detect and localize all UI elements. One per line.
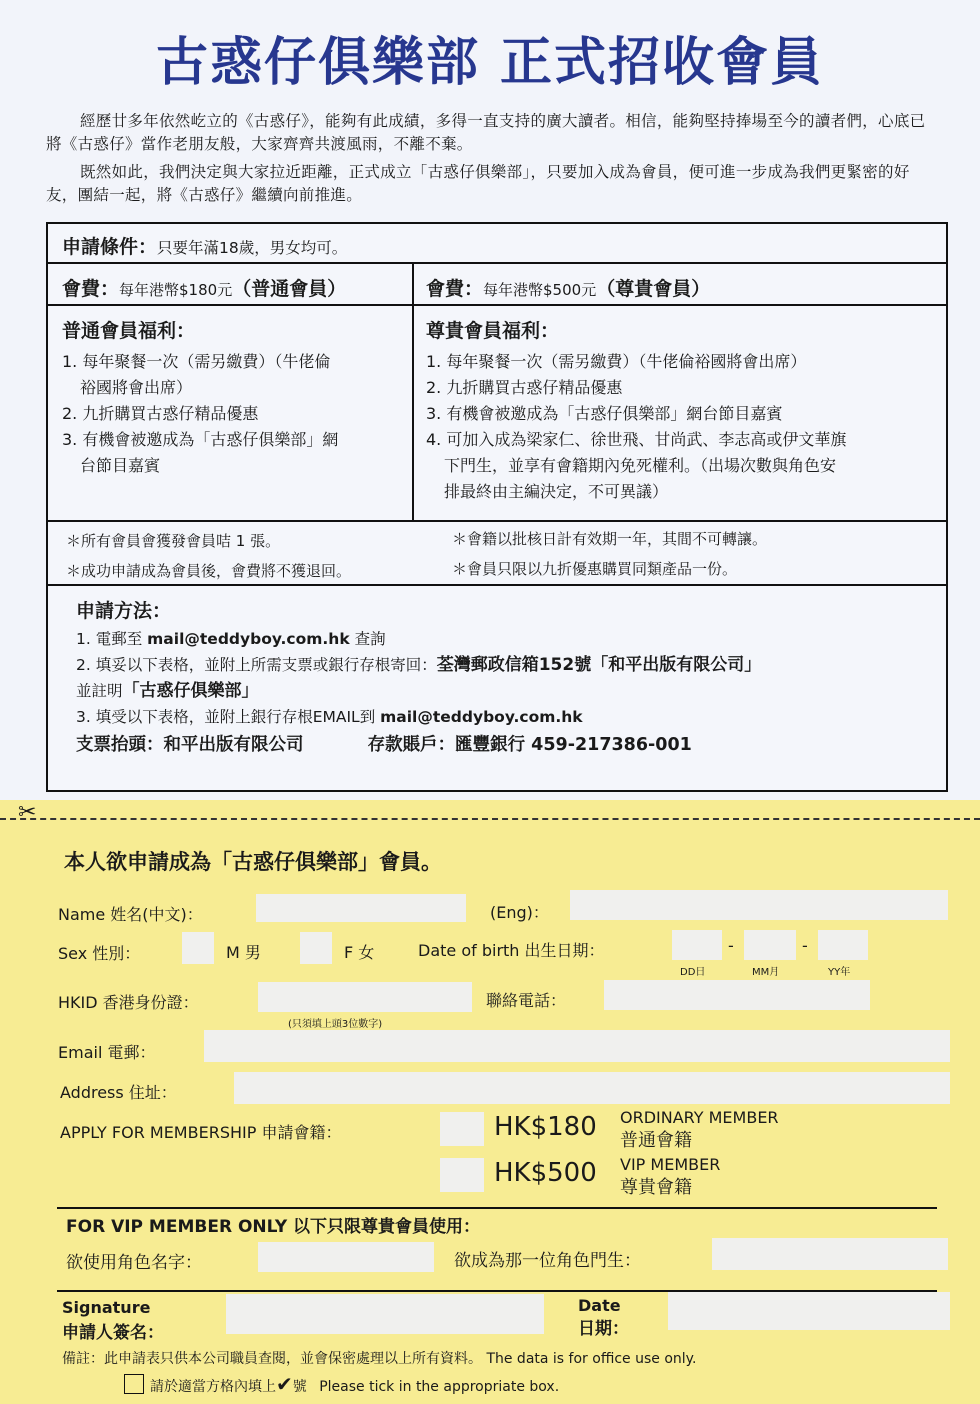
tick-box-example: [124, 1374, 144, 1394]
phone-label: 聯絡電話：: [486, 991, 567, 1010]
benefit-item: 2. 九折購買古惑仔精品優惠: [62, 404, 259, 423]
scissors-icon: ✂: [18, 800, 37, 825]
condition-row: [62, 232, 347, 259]
signature-label-zh: 申請人簽名：: [62, 1323, 164, 1343]
yy-hint: YY年: [828, 967, 851, 978]
date-label-zh: 日期：: [578, 1319, 629, 1339]
ordinary-fee-amount: HK$180: [494, 1112, 597, 1142]
membership-info-box: [46, 222, 948, 792]
benefit-item: 4. 可加入成為梁家仁、徐世飛、甘尚武、李志高或伊文華旗: [426, 430, 847, 449]
vip-fee-amount: HK$500: [494, 1158, 597, 1188]
apply-label: APPLY FOR MEMBERSHIP 申請會籍：: [60, 1123, 342, 1142]
benefit-item: 下門生，並享有會籍期內免死權利。（出場次數與角色安: [444, 456, 837, 475]
benefit-item: 1. 每年聚餐一次（需另繳費）（牛佬倫: [62, 352, 331, 371]
benefit-item: 台節目嘉賓: [80, 456, 161, 475]
cut-line: [0, 818, 980, 820]
mentor-label: 欲成為那一位角色門生：: [454, 1251, 641, 1271]
date-field[interactable]: [668, 1292, 950, 1330]
benefit-item: 3. 有機會被邀成為「古惑仔俱樂部」網: [62, 430, 339, 449]
checkmark-icon: ✔: [276, 1372, 293, 1396]
address-field[interactable]: [234, 1072, 950, 1104]
signature-label-en: Signature: [62, 1298, 151, 1317]
dob-month-field[interactable]: [744, 930, 796, 960]
email-label: Email 電郵：: [58, 1043, 156, 1062]
cheque-payee: 支票抬頭：和平出版有限公司: [76, 735, 304, 755]
name-english-field[interactable]: [570, 890, 948, 920]
ordinary-benefits: [62, 316, 402, 479]
signature-field[interactable]: [226, 1294, 544, 1334]
hkid-field[interactable]: [258, 982, 472, 1012]
phone-field[interactable]: [604, 980, 870, 1010]
note-item: ＊成功申請成為會員後，會費將不獲退回。: [66, 562, 352, 580]
vip-type-zh: 尊貴會籍: [620, 1177, 692, 1198]
intro-paragraph-2: 既然如此，我們決定與大家拉近距離，正式成立「古惑仔俱樂部」，只要加入成為會員，便可進一步成為我們更緊密的好友，團結一起，將《古惑仔》繼續向前推進。: [46, 163, 910, 204]
page-title: [0, 20, 980, 95]
dd-hint: DD日: [680, 967, 706, 978]
title-recruit: 正式招收會員: [500, 33, 825, 93]
sex-label: Sex 性別：: [58, 944, 141, 963]
date-label-en: Date: [578, 1296, 621, 1315]
benefit-item: 2. 九折購買古惑仔精品優惠: [426, 378, 623, 397]
vip-only-heading: FOR VIP MEMBER ONLY 以下只限尊貴會員使用：: [66, 1217, 481, 1237]
male-label: M 男: [226, 943, 261, 962]
ordinary-benefits-heading: 普通會員福利：: [62, 320, 196, 342]
benefit-item: 排最終由主編決定，不可異議）: [444, 482, 669, 501]
male-checkbox[interactable]: [182, 932, 214, 964]
divider: [57, 1207, 937, 1209]
ordinary-type-zh: 普通會籍: [620, 1130, 692, 1151]
how-heading: 申請方法：: [76, 600, 172, 622]
note-item: ＊會員只限以九折優惠購買同類產品一份。: [452, 560, 738, 578]
name-label: Name 姓名(中文)：: [58, 905, 203, 924]
hkid-label: HKID 香港身份證：: [58, 993, 199, 1012]
email-link[interactable]: mail@teddyboy.com.hk: [147, 630, 350, 648]
tick-instruction: 請於適當方格內填上✔號 Please tick in the appropriate box.: [150, 1372, 560, 1396]
ordinary-fee: 會費：每年港幣$180元（普通會員）: [62, 278, 347, 300]
female-label: F 女: [344, 943, 375, 962]
mailing-address: 荃灣郵政信箱152號「和平出版有限公司」: [436, 655, 762, 675]
dob-label: Date of birth 出生日期：: [418, 941, 605, 960]
benefit-item: 裕國將會出席）: [80, 378, 193, 397]
female-checkbox[interactable]: [300, 932, 332, 964]
hkid-hint: (只須填上頭3位數字): [288, 1019, 383, 1030]
mentor-field[interactable]: [712, 1238, 948, 1270]
address-label: Address 住址：: [60, 1083, 177, 1102]
note-item: ＊所有會員會獲發會員咭 1 張。: [66, 532, 281, 550]
vip-benefits: [426, 316, 938, 505]
condition-label: 申請條件：: [62, 236, 158, 258]
how-to-apply: 申請方法： 1. 電郵至 mail@teddyboy.com.hk 查詢 2. 填妥以下表格，並附上所需支票或銀行存根寄回：荃灣郵政信箱152號「和平出版有限公司」 並註明「古惑仔俱樂部」 3. 填受以下表格，並附上銀行存根EMAIL到 mail@teddyboy.com.hk 支票抬頭：和平出版有限公司 存款賬戶：匯豐銀行 459-217386-001: [76, 598, 936, 758]
dob-separator: -: [728, 936, 734, 955]
intro-paragraph-1: 經歷廿多年依然屹立的《古惑仔》，能夠有此成績，多得一直支持的廣大讀者。相信，能夠堅持捧場至今的讀者們，心底已將《古惑仔》當作老朋友般，大家齊齊共渡風雨，不離不棄。: [46, 112, 926, 153]
note-item: ＊會籍以批核日計有效期一年，其間不可轉讓。: [452, 530, 768, 548]
ordinary-type-en: ORDINARY MEMBER: [620, 1108, 779, 1127]
benefit-item: 1. 每年聚餐一次（需另繳費）（牛佬倫裕國將會出席）: [426, 352, 807, 371]
role-label: 欲使用角色名字：: [66, 1253, 202, 1273]
role-field[interactable]: [258, 1242, 434, 1272]
title-club: 古惑仔俱樂部: [155, 33, 480, 93]
dob-separator: -: [802, 936, 808, 955]
name-chinese-field[interactable]: [256, 894, 466, 922]
dob-day-field[interactable]: [672, 930, 722, 960]
privacy-remark: 備註：此申請表只供本公司職員查閱，並會保密處理以上所有資料。 The data is for office use only.: [62, 1351, 697, 1367]
eng-label: (Eng)：: [490, 903, 549, 922]
benefit-item: 3. 有機會被邀成為「古惑仔俱樂部」網台節目嘉賓: [426, 404, 783, 423]
bank-account: 存款賬戶：匯豐銀行 459-217386-001: [367, 735, 692, 755]
mm-hint: MM月: [752, 967, 780, 978]
email-link[interactable]: mail@teddyboy.com.hk: [380, 708, 583, 726]
vip-benefits-heading: 尊貴會員福利：: [426, 320, 560, 342]
ordinary-checkbox[interactable]: [440, 1112, 484, 1146]
vip-type-en: VIP MEMBER: [620, 1155, 721, 1174]
vip-checkbox[interactable]: [440, 1158, 484, 1192]
form-heading: 本人欲申請成為「古惑仔俱樂部」會員。: [64, 850, 442, 874]
vip-fee: 會費：每年港幣$500元（尊貴會員）: [426, 278, 711, 300]
condition-text: 只要年滿18歲，男女均可。: [157, 239, 348, 257]
dob-year-field[interactable]: [818, 930, 868, 960]
email-field[interactable]: [204, 1030, 950, 1062]
